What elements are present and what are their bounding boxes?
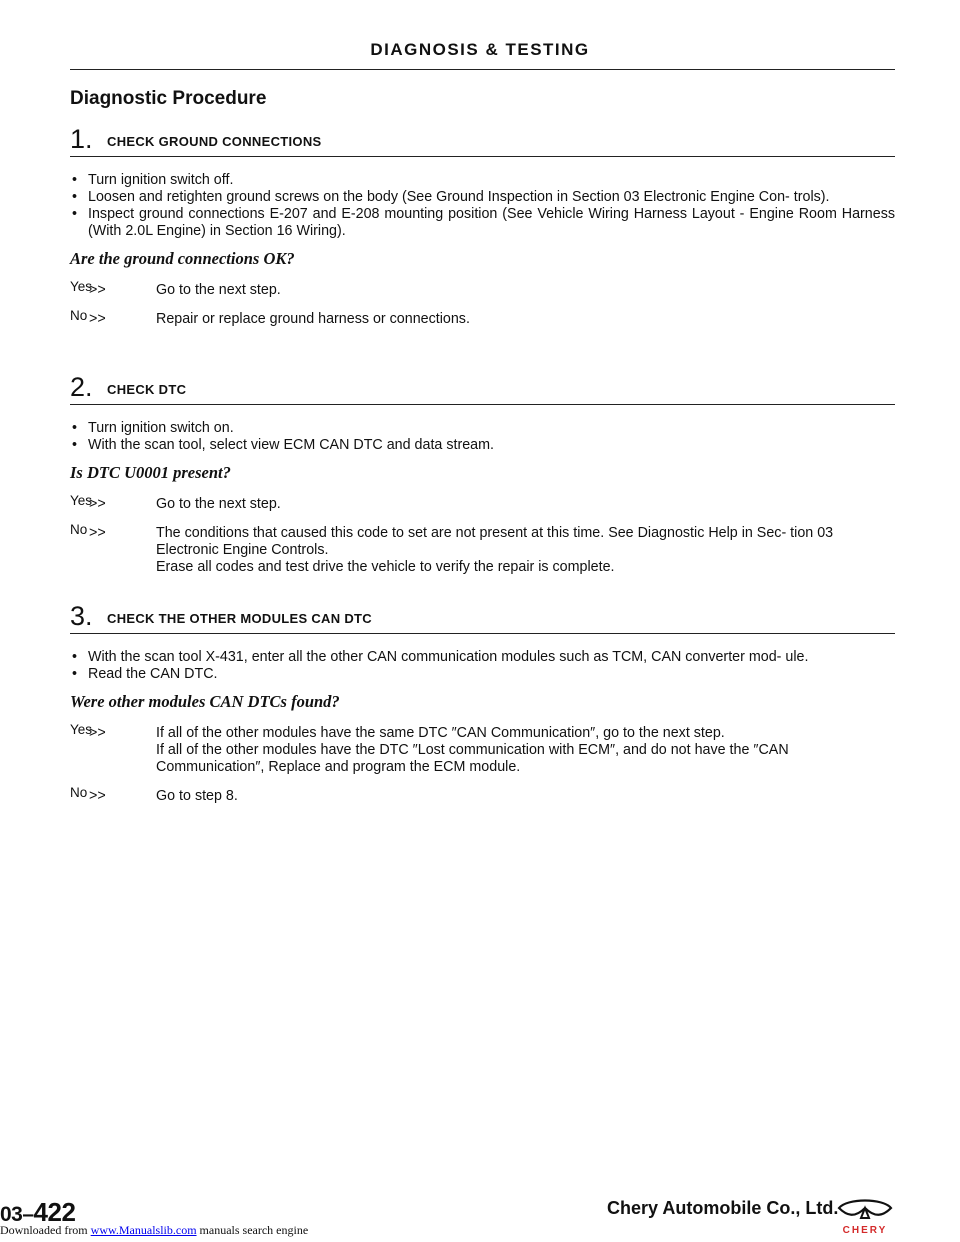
bullet-item [70, 420, 895, 437]
step-1-heading [70, 124, 895, 157]
download-suffix: manuals search engine [199, 1223, 309, 1237]
step-1 [70, 124, 895, 328]
bullet-icon: • [72, 649, 78, 665]
company-name: Chery Automobile Co., Ltd. [607, 1198, 839, 1218]
procedure-title: Diagnostic Procedure [70, 88, 267, 109]
step-number: 3. [70, 601, 93, 631]
bullet-item [70, 206, 895, 240]
step-question: Is DTC U0001 present? [70, 463, 231, 482]
bullet-icon: • [72, 666, 78, 682]
answer-no [70, 785, 895, 805]
logo-text: CHERY [842, 1225, 888, 1236]
arrow-icon: >> [89, 725, 106, 741]
arrow-icon: >> [89, 788, 106, 804]
step-2 [70, 372, 895, 576]
download-prefix: Downloaded from [0, 1223, 88, 1237]
step-number: 2. [70, 372, 93, 402]
answer-text: Go to the next step. [156, 496, 281, 512]
bullet-item [70, 189, 895, 206]
bullet-item [70, 666, 895, 683]
answer-label: No [70, 308, 88, 323]
bullet-text: Loosen and retighten ground screws on the body (See Ground Inspection in Section 03 Electronic Engine Con- trols). [88, 189, 830, 205]
bullet-text: Read the CAN DTC. [88, 666, 218, 682]
answer-no [70, 308, 895, 328]
answer-text: The conditions that caused this code to set are not present at this time. See Diagnostic Help in Sec- tion 03 Electronic Engine Controls. Erase all codes and test drive the vehicle to verify the repair is complete. [156, 525, 834, 575]
bullet-icon: • [72, 206, 78, 222]
step-question: Were other modules CAN DTCs found? [70, 692, 340, 711]
arrow-icon: >> [89, 311, 106, 327]
step-2-bullet-list [70, 420, 895, 454]
bullet-item [70, 649, 895, 666]
page-number-value: 422 [33, 1197, 76, 1227]
step-title: CHECK GROUND CONNECTIONS [107, 134, 322, 149]
answer-label: Yes [70, 279, 93, 294]
header-divider [70, 69, 895, 70]
step-question: Are the ground connections OK? [70, 249, 295, 268]
step-1-bullet-list [70, 172, 895, 240]
step-3 [70, 601, 895, 805]
answer-label: Yes [70, 722, 93, 737]
download-note [0, 1223, 308, 1238]
page-header-title: DIAGNOSIS & TESTING [370, 40, 590, 59]
manualslib-link[interactable]: www.Manualslib.com [90, 1223, 197, 1237]
bullet-text: Turn ignition switch on. [88, 420, 234, 436]
bullet-icon: • [72, 420, 78, 436]
answer-text: Repair or replace ground harness or connections. [156, 311, 470, 327]
arrow-icon: >> [89, 525, 106, 541]
answer-yes [70, 722, 895, 776]
answer-text: Go to step 8. [156, 788, 238, 804]
bullet-icon: • [72, 437, 78, 453]
answer-yes [70, 493, 895, 513]
step-2-heading [70, 372, 895, 405]
bullet-icon: • [72, 189, 78, 205]
step-number: 1. [70, 124, 93, 154]
step-title: CHECK DTC [107, 382, 187, 397]
bullet-text: With the scan tool, select view ECM CAN DTC and data stream. [88, 437, 495, 453]
bullet-icon: • [72, 172, 78, 188]
arrow-icon: >> [89, 496, 106, 512]
bullet-text: Inspect ground connections E-207 and E-208 mounting position (See Vehicle Wiring Harness Layout - Engine Room Harness (With 2.0L Engine) in Section 16 Wiring). [88, 206, 895, 239]
answer-text: If all of the other modules have the same DTC ″CAN Communication″, go to the next step. If all of the other modules have the DTC ″Lost communication with ECM″, and do not have the ″CAN Communication″, Replace and program the ECM module. [156, 725, 789, 775]
bullet-item [70, 437, 895, 454]
bullet-text: With the scan tool X-431, enter all the other CAN communication modules such as TCM, CAN converter mod- ule. [88, 649, 809, 665]
answer-label: No [70, 785, 88, 800]
step-3-heading [70, 601, 895, 634]
answer-text: Go to the next step. [156, 282, 281, 298]
arrow-icon: >> [89, 282, 106, 298]
chery-logo [835, 1196, 895, 1241]
answer-label: No [70, 522, 88, 537]
answer-yes [70, 279, 895, 299]
bullet-text: Turn ignition switch off. [88, 172, 234, 188]
bullet-item [70, 172, 895, 189]
answer-no [70, 522, 895, 576]
answer-label: Yes [70, 493, 93, 508]
chery-logo-icon [835, 1196, 895, 1236]
step-title: CHECK THE OTHER MODULES CAN DTC [107, 611, 372, 626]
step-3-bullet-list [70, 649, 895, 683]
page-section: 03– [0, 1203, 34, 1226]
